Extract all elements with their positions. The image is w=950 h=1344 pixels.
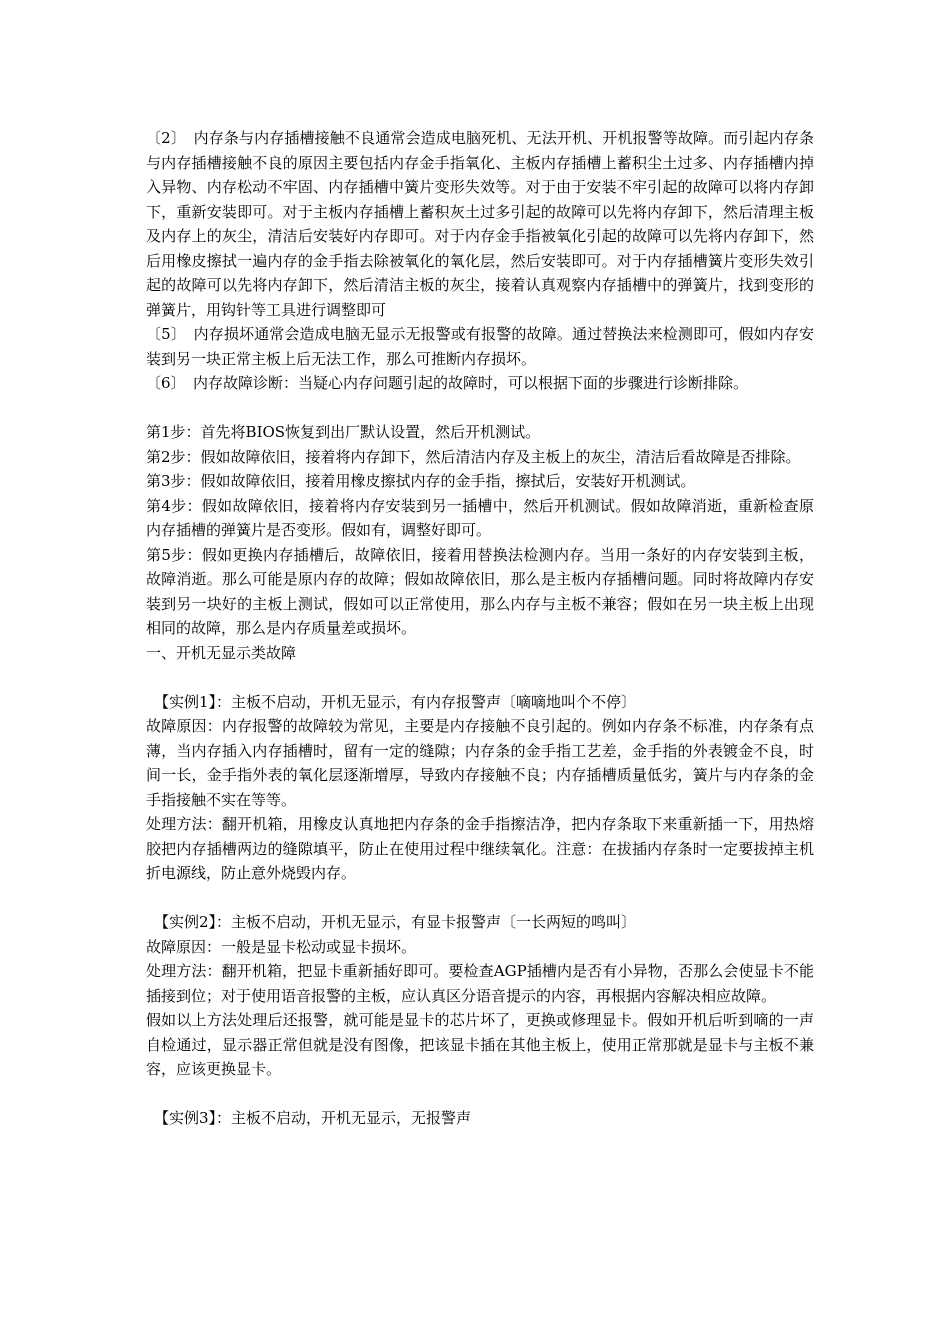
step-5: 第5步：假如更换内存插槽后，故障依旧，接着用替换法检测内存。当用一条好的内存安装到主板，故障消逝。那么可能是原内存的故障；假如故障依旧，那么是主板内存插槽问题。同时将故障内存安装到另一块好的主板上测试，假如可以正常使用，那么内存与主板不兼容；假如在另一块主板上出现相同的故障，那么是内存质量差或损坏。	[146, 545, 814, 637]
step-1: 第1步：首先将BIOS恢复到出厂默认设置，然后开机测试。	[146, 423, 541, 441]
example-1-solution: 处理方法：翻开机箱，用橡皮认真地把内存条的金手指擦洁净，把内存条取下来重新插一下，用热熔胶把内存插槽两边的缝隙填平，防止在使用过程中继续氧化。注意：在拔插内存条时一定要拔掉主机折电源线，防止意外烧毁内存。	[146, 815, 814, 882]
step-4: 第4步：假如故障依旧，接着将内存安装到另一插槽中，然后开机测试。假如故障消逝，重新检查原内存插槽的弹簧片是否变形。假如有，调整好即可。	[146, 496, 814, 539]
document-body	[146, 126, 814, 1131]
paragraph-memory-diagnosis: 〔6〕 内存故障诊断：当疑心内存问题引起的故障时，可以根据下面的步骤进行诊断排除。	[146, 374, 749, 392]
example-1-cause: 故障原因：内存报警的故障较为常见，主要是内存接触不良引起的。例如内存条不标准，内存条有点薄，当内存插入内存插槽时，留有一定的缝隙；内存条的金手指工艺差，金手指的外表镀金不良，时间一长，金手指外表的氧化层逐渐增厚，导致内存接触不良；内存插槽质量低劣，簧片与内存条的金手指接触不实在等等。	[146, 717, 814, 809]
example-2-note: 假如以上方法处理后还报警，就可能是显卡的芯片坏了，更换或修理显卡。假如开机后听到嘀的一声自检通过，显示器正常但就是没有图像，把该显卡插在其他主板上，使用正常那就是显卡与主板不兼容，应该更换显卡。	[146, 1011, 814, 1078]
section-heading: 一、开机无显示类故障	[146, 643, 297, 662]
step-3: 第3步：假如故障依旧，接着用橡皮擦拭内存的金手指，擦拭后，安装好开机测试。	[146, 472, 696, 490]
example-2-title: 【实例2】：主板不启动，开机无显示，有显卡报警声〔一长两短的鸣叫〕	[154, 913, 637, 931]
example-2-cause: 故障原因：一般是显卡松动或显卡损坏。	[146, 937, 417, 956]
paragraph-memory-contact: 〔2〕 内存条与内存插槽接触不良通常会造成电脑死机、无法开机、开机报警等故障。而引起内存条与内存插槽接触不良的原因主要包括内存金手指氧化、主板内存插槽上蓄积尘土过多、内存插槽内掉入异物、内存松动不牢固、内存插槽中簧片变形失效等。对于由于安装不牢引起的故障可以将内存卸下，重新安装即可。对于主板内存插槽上蓄积灰土过多引起的故障可以先将内存卸下，然后清理主板及内存上的灰尘，清洁后安装好内存即可。对于内存金手指被氧化引起的故障可以先将内存卸下，然后用橡皮擦拭一遍内存的金手指去除被氧化的氧化层，然后安装即可。对于内存插槽簧片变形失效引起的故障可以先将内存卸下，然后清洁主板的灰尘，接着认真观察内存插槽中的弹簧片，找到变形的弹簧片，用钩针等工具进行调整即可	[146, 129, 814, 319]
example-2-solution: 处理方法：翻开机箱，把显卡重新插好即可。要检查AGP插槽内是否有小异物，否那么会使显卡不能插接到位；对于使用语音报警的主板，应认真区分语音提示的内容，再根据内容解决相应故障。	[146, 962, 814, 1005]
example-3-title: 【实例3】：主板不启动，开机无显示，无报警声	[154, 1109, 472, 1127]
example-1-title: 【实例1】：主板不启动，开机无显示，有内存报警声〔嘀嘀地叫个不停〕	[154, 692, 637, 711]
blank-line	[146, 665, 814, 690]
step-2: 第2步：假如故障依旧，接着将内存卸下，然后清洁内存及主板上的灰尘，清洁后看故障是否排除。	[146, 447, 801, 466]
paragraph-memory-damage: 〔5〕 内存损坏通常会造成电脑无显示无报警或有报警的故障。通过替换法来检测即可，假如内存安装到另一块正常主板上后无法工作，那么可推断内存损坏。	[146, 325, 814, 368]
blank-line	[146, 396, 814, 421]
blank-line	[146, 886, 814, 911]
blank-line	[146, 1082, 814, 1107]
